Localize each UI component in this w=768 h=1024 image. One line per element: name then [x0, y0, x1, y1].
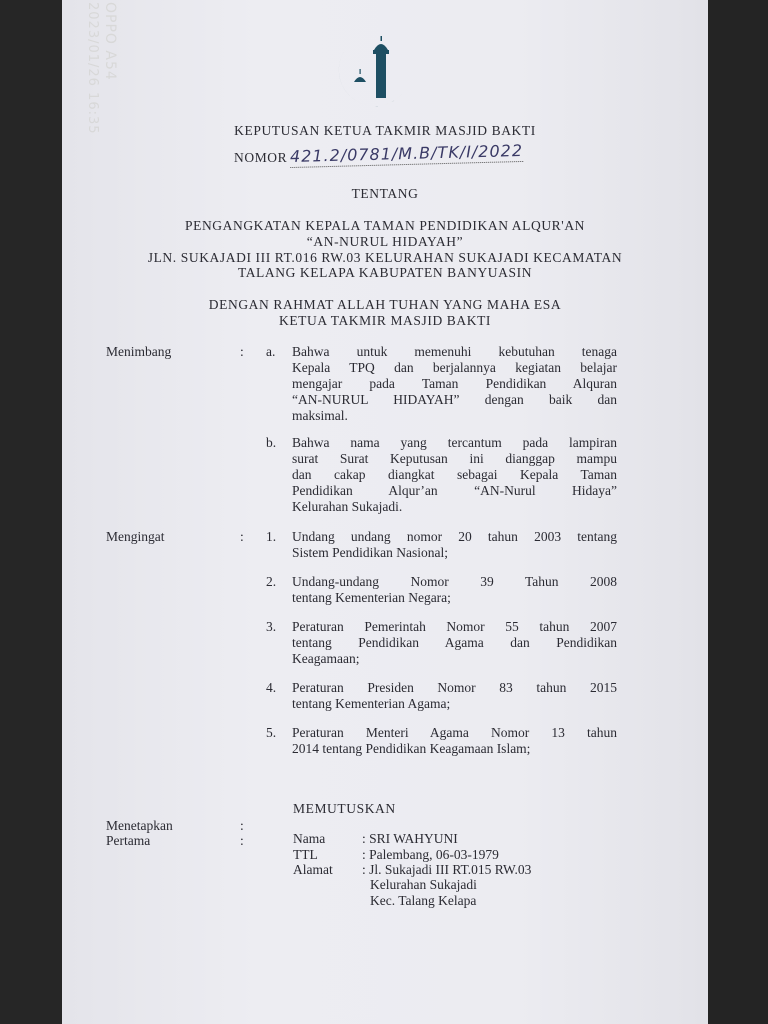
list-marker: 1.	[266, 529, 277, 544]
opening-line: KETUA TAKMIR MASJID BAKTI	[278, 313, 492, 328]
menimbang-item-b-line: Kelurahan Sukajadi.	[292, 499, 403, 514]
mengingat-item-line: Peraturan Pemerintah Nomor 55 tahun 2007	[292, 619, 617, 634]
menimbang-label: Menimbang	[106, 344, 172, 359]
mengingat-item-line: 2014 tentang Pendidikan Keagamaan Islam;	[292, 741, 531, 756]
subject-line: TALANG KELAPA KABUPATEN BANYUASIN	[237, 265, 533, 280]
camera-device-watermark: OPPO A54	[102, 2, 118, 81]
scan-right-border	[708, 0, 768, 1024]
list-marker: 2.	[266, 574, 277, 589]
nama-value: : SRI WAHYUNI	[362, 831, 458, 846]
camera-datetime-watermark: 2023/01/26 16:35	[85, 2, 100, 135]
alamat-value: : Jl. Sukajadi III RT.015 RW.03	[362, 862, 532, 877]
list-marker: 5.	[266, 725, 277, 740]
nama-key: Nama	[293, 831, 326, 846]
decree-title: KEPUTUSAN KETUA TAKMIR MASJID BAKTI	[234, 123, 536, 138]
menimbang-item-b-line: dan cakap diangkat sebagai Kepala Taman	[292, 467, 617, 482]
mengingat-item-line: Peraturan Menteri Agama Nomor 13 tahun	[292, 725, 617, 740]
nomor-handwritten-value: 421.2/0781/M.B/TK/I/2022	[289, 140, 524, 167]
mengingat-item-line: Undang-undang Nomor 39 Tahun 2008	[292, 574, 617, 589]
mengingat-item-line: tentang Kementerian Negara;	[292, 590, 451, 605]
ttl-key: TTL	[293, 847, 318, 862]
menimbang-item-b-line: Pendidikan Alqur’an “AN-Nurul Hidaya”	[292, 483, 617, 498]
mengingat-item-line: Undang undang nomor 20 tahun 2003 tentang	[292, 529, 617, 544]
tentang-heading: TENTANG	[351, 186, 419, 201]
menimbang-item-a-line: Kepala TPQ dan berjalannya kegiatan belajar	[292, 360, 617, 375]
list-marker: a.	[266, 344, 276, 359]
menimbang-item-b-line: surat Surat Keputusan ini dianggap mampu	[292, 451, 617, 466]
menetapkan-label: Menetapkan	[106, 818, 173, 833]
mengingat-colon: :	[240, 529, 244, 544]
pertama-colon: :	[240, 833, 244, 848]
mengingat-item-line: tentang Kementerian Agama;	[292, 696, 451, 711]
menimbang-colon: :	[240, 344, 244, 359]
list-marker: 3.	[266, 619, 277, 634]
menimbang-item-a-line: Bahwa untuk memenuhi kebutuhan tenaga	[292, 344, 617, 359]
subject-line: JLN. SUKAJADI III RT.016 RW.03 KELURAHAN SUKAJADI KECAMATAN	[147, 250, 623, 265]
subject-line: “AN-NURUL HIDAYAH”	[306, 234, 464, 249]
subject-line: PENGANGKATAN KEPALA TAMAN PENDIDIKAN ALQUR'AN	[184, 218, 586, 233]
menetapkan-colon: :	[240, 818, 244, 833]
mengingat-item-line: Sistem Pendidikan Nasional;	[292, 545, 448, 560]
nomor-label: NOMOR	[234, 150, 288, 165]
list-marker: 4.	[266, 680, 277, 695]
mengingat-label: Mengingat	[106, 529, 165, 544]
mengingat-item-line: Keagamaan;	[292, 651, 360, 666]
mosque-crescent-logo	[318, 36, 404, 116]
menimbang-item-a-line: “AN-NURUL HIDAYAH” dengan baik dan	[292, 392, 617, 407]
ttl-value: : Palembang, 06-03-1979	[362, 847, 499, 862]
alamat-value: Kelurahan Sukajadi	[370, 877, 477, 892]
scan-left-border	[0, 0, 62, 1024]
list-marker: b.	[266, 435, 277, 450]
menimbang-item-a-line: maksimal.	[292, 408, 348, 423]
menimbang-item-a-line: mengajar pada Taman Pendidikan Alquran	[292, 376, 617, 391]
mengingat-item-line: tentang Pendidikan Agama dan Pendidikan	[292, 635, 617, 650]
pertama-label: Pertama	[106, 833, 151, 848]
opening-line: DENGAN RAHMAT ALLAH TUHAN YANG MAHA ESA	[208, 297, 562, 312]
alamat-key: Alamat	[293, 862, 333, 877]
mengingat-item-line: Peraturan Presiden Nomor 83 tahun 2015	[292, 680, 617, 695]
alamat-value: Kec. Talang Kelapa	[370, 893, 477, 908]
menimbang-item-b-line: Bahwa nama yang tercantum pada lampiran	[292, 435, 617, 450]
memutuskan-heading: MEMUTUSKAN	[293, 801, 396, 816]
